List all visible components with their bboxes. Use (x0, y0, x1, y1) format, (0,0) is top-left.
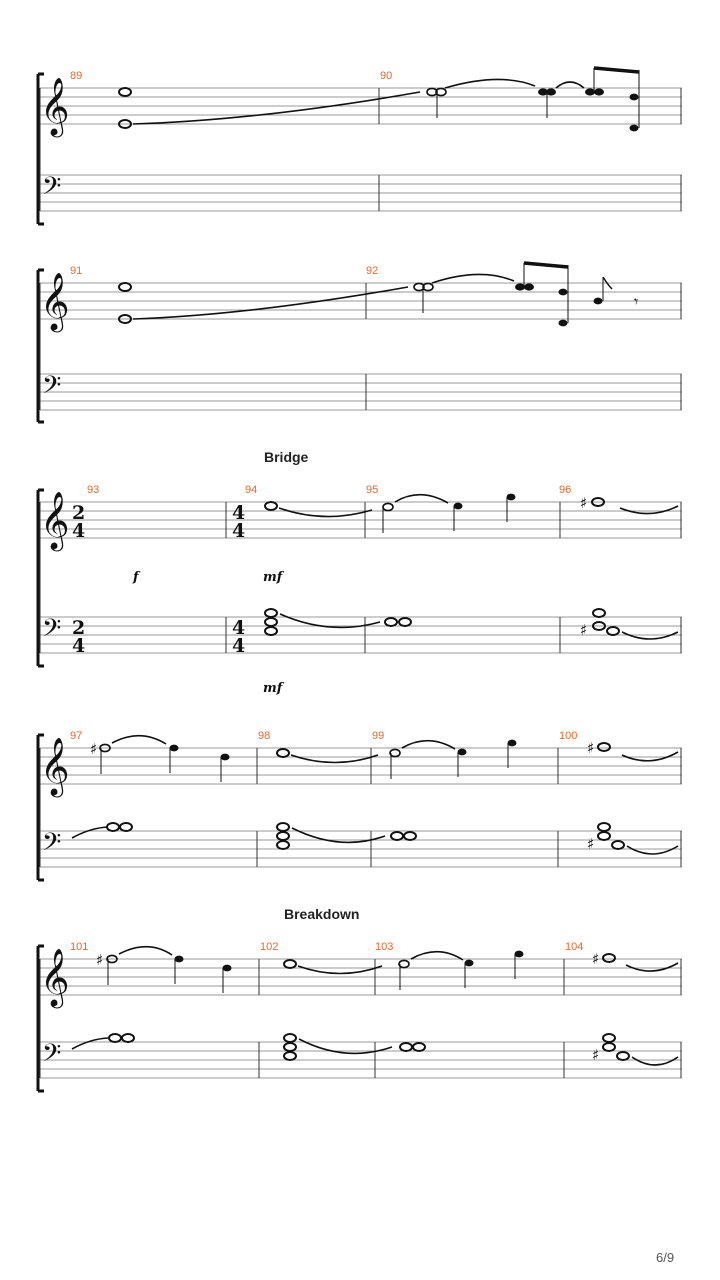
time-signature: 4 (232, 502, 246, 524)
bass-clef-icon: 𝄢 (42, 172, 62, 207)
system-4 (38, 730, 682, 880)
section-label-breakdown: Breakdown (284, 906, 360, 922)
time-signature: 4 (72, 635, 86, 657)
system-1 (38, 68, 682, 224)
bass-clef-icon: 𝄢 (42, 614, 62, 649)
bass-staff (40, 831, 682, 867)
sharp-icon: ♯ (592, 1046, 600, 1064)
system-5 (38, 941, 682, 1091)
sharp-icon: ♯ (90, 740, 98, 758)
bass-clef-icon: 𝄢 (42, 828, 62, 863)
treble-clef-icon: 𝄞 (40, 737, 70, 795)
sharp-icon: ♯ (580, 621, 588, 639)
bass-clef-icon: 𝄢 (42, 1039, 62, 1074)
time-signature: 2 (72, 617, 86, 639)
time-signature: 4 (72, 520, 86, 542)
treble-clef-icon: 𝄞 (40, 948, 70, 1006)
time-signature: 4 (232, 520, 246, 542)
treble-clef-icon: 𝄞 (40, 272, 70, 330)
sharp-icon: ♯ (580, 494, 588, 512)
bass-staff (40, 175, 682, 211)
sharp-icon: ♯ (96, 951, 104, 969)
bass-staff (40, 1042, 682, 1078)
measure-number: 96 (559, 484, 572, 496)
sharp-icon: ♯ (592, 950, 600, 968)
section-label-bridge: Bridge (264, 449, 309, 465)
eighth-rest-icon: 𝄾 (634, 292, 639, 311)
measure-number: 101 (70, 941, 89, 953)
measure-number: 89 (70, 70, 83, 82)
treble-staff (40, 748, 682, 784)
measure-number: 97 (70, 730, 83, 742)
treble-staff (40, 283, 682, 319)
sharp-icon: ♯ (587, 835, 595, 853)
time-signature: 4 (232, 635, 246, 657)
sharp-icon: ♯ (587, 739, 595, 757)
bass-staff (40, 374, 682, 410)
measure-number: 95 (366, 484, 379, 496)
dynamic-mark: mf (263, 570, 283, 585)
notes (119, 263, 638, 326)
measure-number: 102 (260, 941, 279, 953)
measure-number: 90 (380, 70, 393, 82)
time-signature: 2 (72, 502, 86, 524)
system-3 (38, 484, 682, 696)
measure-number: 98 (258, 730, 271, 742)
measure-number: 91 (70, 265, 83, 277)
measure-number: 103 (375, 941, 394, 953)
page-indicator: 6/9 (656, 1250, 675, 1265)
measure-number: 93 (87, 484, 100, 496)
bass-clef-icon: 𝄢 (42, 371, 62, 406)
barlines (40, 283, 681, 410)
measure-number: 92 (366, 265, 379, 277)
dynamic-mark: f (133, 570, 139, 585)
measure-number: 100 (559, 730, 578, 742)
measure-number: 94 (245, 484, 258, 496)
measure-number: 99 (372, 730, 385, 742)
dynamic-mark: mf (263, 681, 283, 696)
notes (72, 736, 678, 854)
treble-clef-icon: 𝄞 (40, 491, 70, 549)
time-signature: 4 (232, 617, 246, 639)
measure-number: 104 (565, 941, 584, 953)
treble-clef-icon: 𝄞 (40, 77, 70, 135)
system-2 (38, 263, 682, 422)
treble-staff (40, 959, 682, 995)
